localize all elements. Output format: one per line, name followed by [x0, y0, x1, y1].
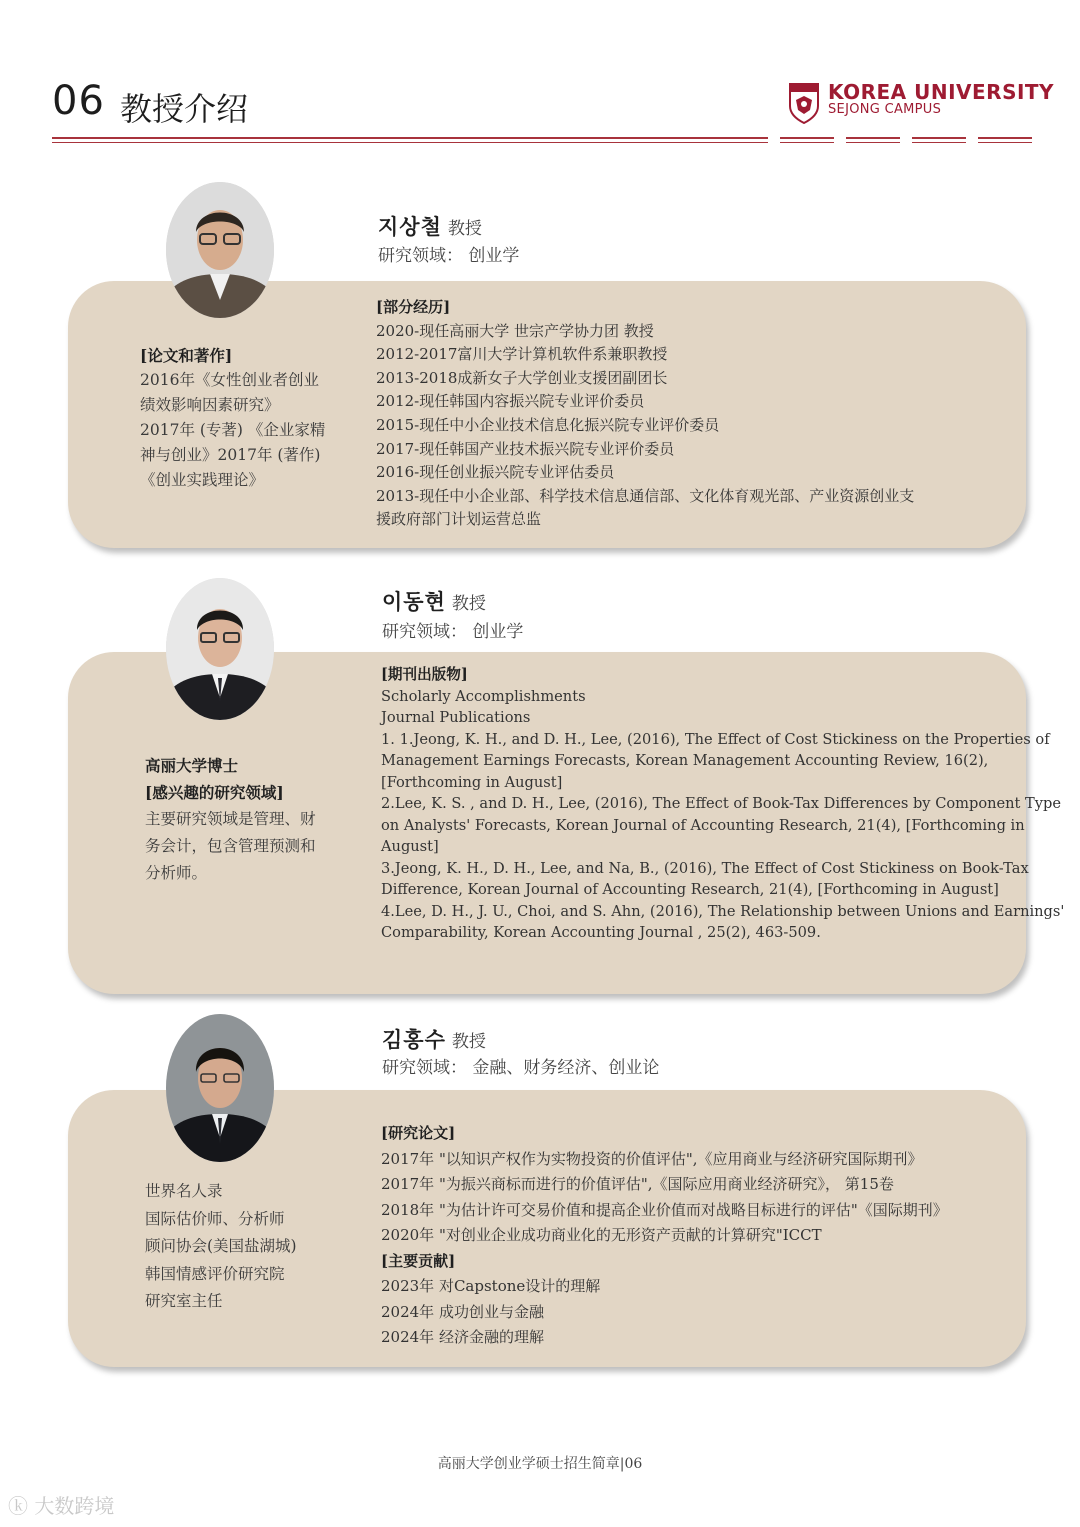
list-item: [Forthcoming in August]: [381, 773, 563, 791]
professor-name: 지상철: [378, 215, 442, 239]
university-logo: [788, 80, 1055, 130]
side-line: 务会计，包含管理预测和: [145, 837, 316, 855]
list-item: 4.Lee, D. H., J. U., Choi, and S. Ahn, (2016), The Relationship between Unions and Earnings': [381, 902, 1065, 920]
professor-photo: [166, 182, 274, 318]
professor-name: 김홍수: [382, 1028, 446, 1052]
side-line: 韩国情感评价研究院: [145, 1264, 285, 1283]
list-heading: [主要贡献]: [381, 1251, 456, 1270]
professor-photo: [166, 1014, 274, 1162]
list-item: 2013-2018成新女子大学创业支援团副团长: [376, 368, 668, 387]
list-item: on Analysts' Forecasts, Korean Journal of Accounting Research, 21(4), [Forthcoming in: [381, 816, 1025, 834]
degree-label: 高丽大学博士: [145, 756, 239, 775]
list-item: Comparability, Korean Accounting Journal , 25(2), 463-509.: [381, 924, 821, 941]
professor-name-row: [382, 586, 486, 616]
shield-crest-icon: [788, 82, 820, 124]
logo-campus: SEJONG CAMPUS: [828, 102, 942, 117]
list-item: 2024年 经济金融的理解: [381, 1328, 544, 1346]
list-item: 2018年 "为估计许可交易价值和提高企业价值而对战略目标进行的评估"《国际期刊》: [381, 1200, 948, 1219]
header-rule-dash: [846, 137, 900, 143]
experience-list: [376, 296, 914, 532]
list-item: 2016-现任创业振兴院专业评估委员: [376, 463, 615, 482]
list-item: Journal Publications: [381, 709, 531, 726]
research-field: 研究领域： 金融、财务经济、创业论: [382, 1058, 660, 1078]
header-rule-dash: [780, 137, 834, 143]
page-header: [0, 0, 1080, 160]
header-rule: [52, 137, 768, 143]
side-line: 主要研究领域是管理、财: [145, 810, 316, 828]
list-item: 2013-现任中小企业部、科学技术信息通信部、文化体育观光部、产业资源创业支: [376, 486, 915, 505]
header-rule-dash: [978, 137, 1032, 143]
list-item: August]: [381, 838, 439, 855]
side-line: 2016年《女性创业者创业: [140, 371, 319, 389]
side-line: 世界名人录: [145, 1182, 223, 1200]
professor-name-row: [378, 211, 482, 241]
professor-title: 教授: [447, 219, 482, 239]
professor-photo: [166, 578, 274, 720]
header-rule-dash: [912, 137, 966, 143]
list-item: 2017年 "以知识产权作为实物投资的价值评估",《应用商业与经济研究国际期刊》: [381, 1149, 923, 1168]
publications-sidebar: [140, 343, 325, 493]
watermark-text: 大数跨境: [34, 1494, 115, 1518]
list-item: Difference, Korean Journal of Accounting Research, 21(4), [Forthcoming in August]: [381, 881, 999, 898]
list-item: 2012-现任韩国内容振兴院专业评价委员: [376, 392, 645, 411]
list-item: 2017年 "为振兴商标而进行的价值评估",《国际应用商业经济研究》， 第15卷: [381, 1175, 894, 1193]
side-heading: [感兴趣的研究领域]: [145, 783, 284, 802]
professor-name-row: [382, 1024, 486, 1054]
list-item: 2024年 成功创业与金融: [381, 1302, 544, 1321]
page-footer: 高丽大学创业学硕士招生简章|06: [437, 1456, 643, 1472]
side-line: 国际估价师、分析师: [145, 1209, 285, 1228]
list-heading: [期刊出版物]: [381, 666, 468, 683]
list-item: 1. 1.Jeong, K. H., and D. H., Lee, (2016), The Effect of Cost Stickiness on the Properties of: [381, 730, 1050, 748]
list-item: 2015-现任中小企业技术信息化振兴院专业评价委员: [376, 415, 720, 434]
watermark: [8, 1490, 114, 1519]
watermark-logo-icon: ⓚ: [8, 1494, 35, 1518]
section-number: 06: [52, 78, 105, 124]
logo-name: KOREA UNIVERSITY: [828, 80, 1055, 104]
side-line: 分析师。: [145, 864, 208, 882]
list-item: 2.Lee, K. S. , and D. H., Lee, (2016), The Effect of Book-Tax Differences by Component Type: [381, 795, 1062, 812]
side-line: 绩效影响因素研究》: [140, 396, 280, 414]
list-item: 2017-现任韩国产业技术振兴院专业评价委员: [376, 439, 675, 458]
side-line: 2017年 (专著) 《企业家精: [140, 421, 326, 439]
professor-title: 教授: [451, 1032, 486, 1052]
side-line: 研究室主任: [145, 1292, 223, 1310]
side-line: 顾问协会(美国盐湖城): [145, 1237, 297, 1255]
list-item: Scholarly Accomplishments: [381, 687, 586, 705]
publications-list: [381, 664, 1064, 944]
list-heading: [研究论文]: [381, 1124, 456, 1142]
section-title: 教授介绍: [120, 90, 249, 128]
side-line: 《创业实践理论》: [140, 471, 265, 489]
side-heading: [论文和著作]: [140, 346, 233, 365]
list-item: 2020年 "对创业企业成功商业化的无形资产贡献的计算研究"ICCT: [381, 1226, 822, 1244]
list-item: 2020-现任高丽大学 世宗产学协力团 教授: [376, 321, 654, 340]
professor-title: 教授: [451, 594, 486, 614]
list-item: 3.Jeong, K. H., D. H., Lee, and Na, B., (2016), The Effect of Cost Stickiness on Book-Tax: [381, 859, 1029, 877]
list-heading: [部分经历]: [376, 298, 451, 316]
list-item: 2023年 对Capstone设计的理解: [381, 1277, 601, 1295]
side-line: 神与创业》2017年 (著作): [140, 446, 321, 464]
list-item: 2012-2017富川大学计算机软件系兼职教授: [376, 345, 668, 364]
list-item: Management Earnings Forecasts, Korean Management Accounting Review, 16(2),: [381, 752, 989, 769]
research-list: [381, 1121, 948, 1351]
honors-sidebar: [145, 1178, 297, 1316]
list-item: 援政府部门计划运营总监: [376, 510, 542, 529]
research-field: 研究领域： 创业学: [382, 622, 524, 642]
research-field: 研究领域： 创业学: [378, 246, 520, 266]
professor-name: 이동현: [382, 590, 446, 614]
interests-sidebar: [145, 752, 316, 887]
